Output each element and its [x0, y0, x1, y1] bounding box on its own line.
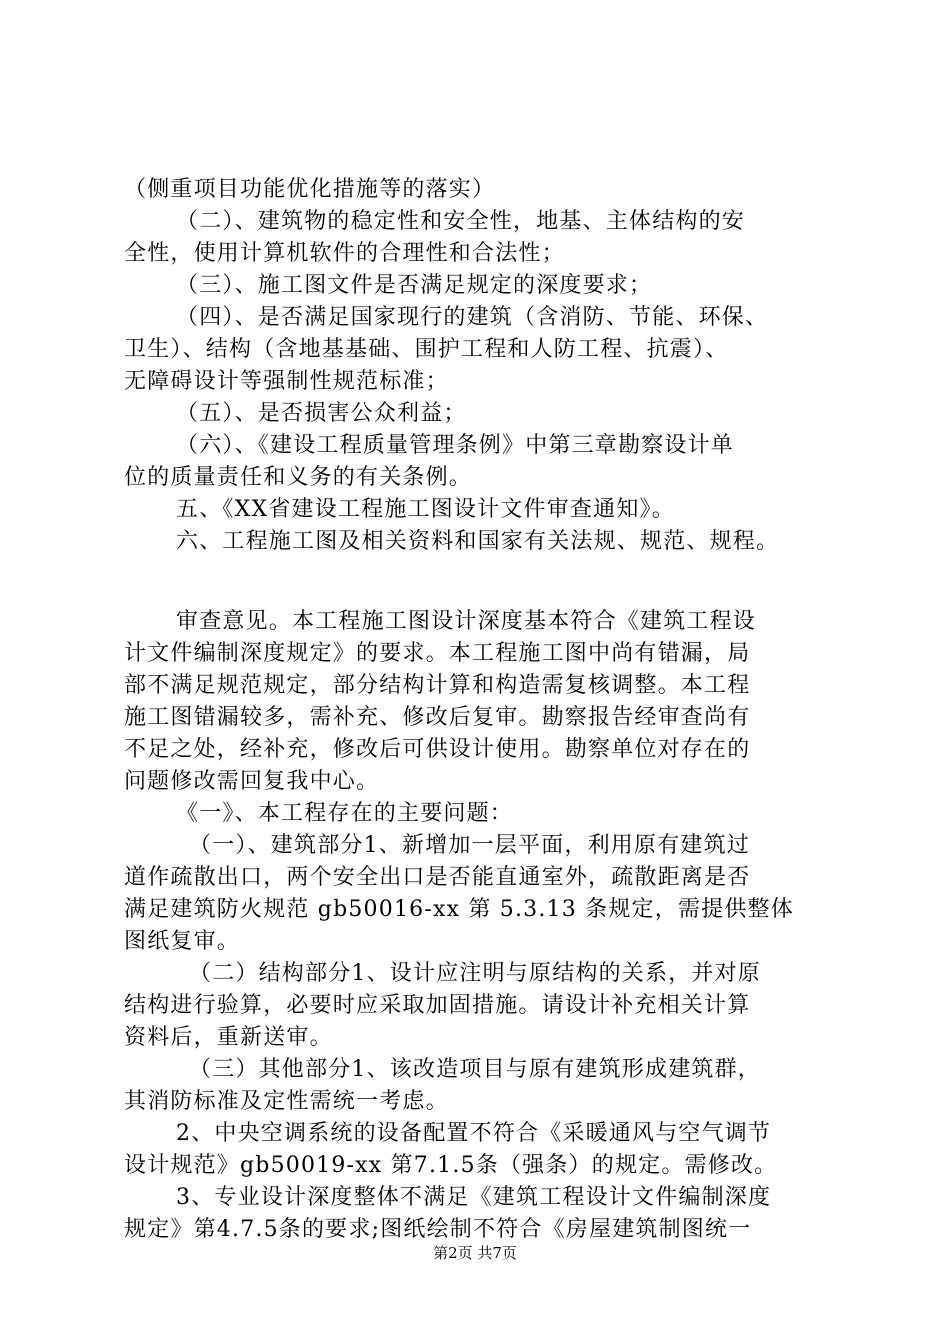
text-line: （二）、建筑物的稳定性和安全性，地基、主体结构的安: [176, 209, 746, 234]
text-line: （侧重项目功能优化措施等的落实）: [124, 177, 496, 202]
document-body: [124, 174, 836, 1246]
text-line: 问题修改需回复我中心。: [124, 769, 380, 794]
text-line: 图纸复审。: [124, 929, 241, 954]
text-line: 无障碍设计等强制性规范标准；: [124, 369, 449, 394]
text-line: 《一》、本工程存在的主要问题：: [176, 801, 514, 826]
text-line: [124, 558, 836, 606]
text-line: 其消防标准及定性需统一考虑。: [124, 1089, 449, 1114]
text-line: 计文件编制深度规定》的要求。本工程施工图中尚有错漏，局: [124, 641, 751, 666]
text-line: 2、中央空调系统的设备配置不符合《采暖通风与空气调节: [176, 1121, 772, 1146]
text-line: 部不满足规范规定，部分结构计算和构造需复核调整。本工程: [124, 673, 751, 698]
text-line: 资料后，重新送审。: [124, 1025, 333, 1050]
text-line: 规定》第4.7.5条的要求;图纸绘制不符合《房屋建筑制图统一: [124, 1217, 752, 1242]
text-line: （二）结构部分1、设计应注明与原结构的关系，并对原: [189, 961, 761, 986]
text-line: 道作疏散出口，两个安全出口是否能直通室外，疏散距离是否: [124, 865, 751, 890]
page-footer: 第2页 共7页: [433, 1244, 517, 1262]
text-line: （三）其他部分1、该改造项目与原有建筑形成建筑群，: [189, 1057, 761, 1082]
text-line: 不足之处，经补充，修改后可供设计使用。勘察单位对存在的: [124, 737, 751, 762]
text-line: 五、《XX省建设工程施工图设计文件审查通知》。: [176, 497, 675, 522]
text-line: （四）、是否满足国家现行的建筑（含消防、节能、环保、: [176, 305, 769, 330]
text-line: 结构进行验算，必要时应采取加固措施。请设计补充相关计算: [124, 993, 751, 1018]
text-line: 卫生）、结构（含地基基础、围护工程和人防工程、抗震）、: [124, 337, 729, 362]
text-line: 3、专业设计深度整体不满足《建筑工程设计文件编制深度: [176, 1185, 772, 1210]
text-line: 施工图错漏较多，需补充、修改后复审。勘察报告经审查尚有: [124, 705, 751, 730]
text-line: （六）、《建设工程质量管理条例》中第三章勘察设计单: [176, 433, 735, 458]
text-line: （五）、是否损害公众利益；: [176, 401, 467, 426]
text-line: 六、工程施工图及相关资料和国家有关法规、规范、规程。: [176, 529, 780, 554]
text-line: （三）、施工图文件是否满足规定的深度要求；: [176, 273, 653, 298]
text-line: 位的质量责任和义务的有关条例。: [124, 465, 473, 490]
text-line: 审查意见。本工程施工图设计深度基本符合《建筑工程设: [176, 609, 757, 634]
text-line: 设计规范》gb50019-xx 第7.1.5条（强条）的规定。需修改。: [124, 1153, 778, 1178]
text-line: 满足建筑防火规范 gb50016-xx 第 5.3.13 条规定，需提供整体: [124, 897, 794, 922]
text-line: 全性，使用计算机软件的合理性和合法性；: [124, 241, 565, 266]
text-line: （一）、建筑部分1、新增加一层平面，利用原有建筑过: [189, 833, 750, 858]
